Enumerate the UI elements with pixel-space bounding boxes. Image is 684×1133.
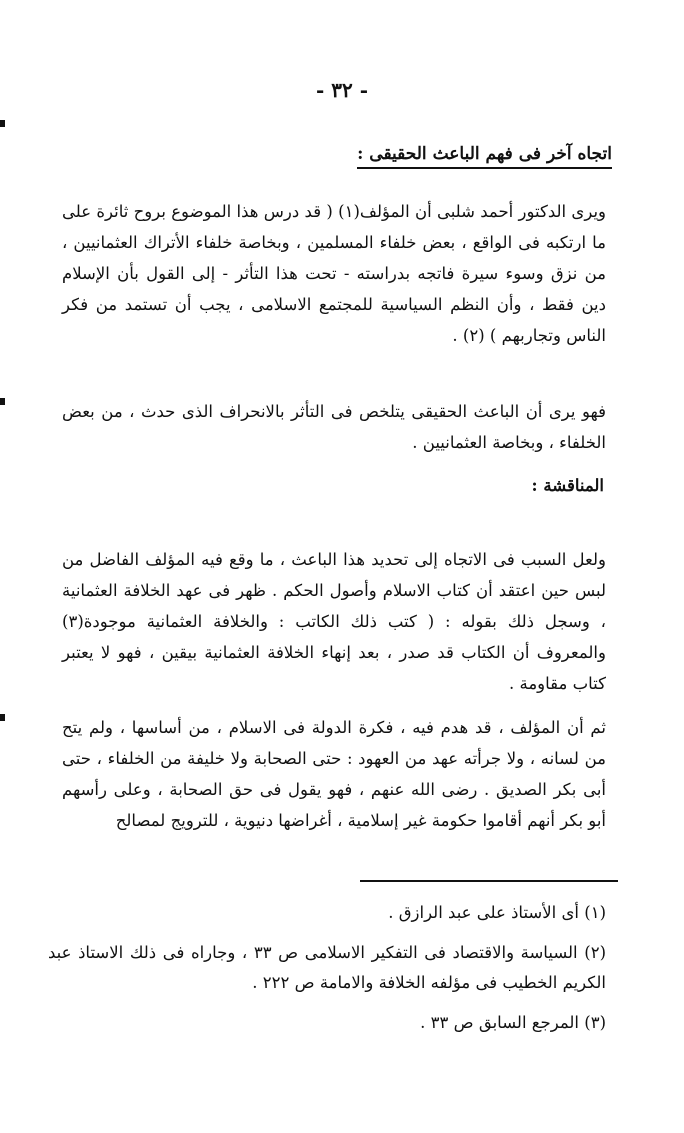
footnote-separator bbox=[360, 880, 618, 882]
scan-edge-mark bbox=[0, 398, 5, 405]
section-heading: اتجاه آخر فى فهم الباعث الحقيقى : bbox=[357, 144, 612, 169]
footnotes bbox=[48, 898, 606, 1048]
footnote-2: (٢) السياسة والاقتصاد فى التفكير الاسلامى ص ٣٣ ، وجاراه فى ذلك الاستاذ عبد الكريم الخطيب فى مؤلفه الخلافة والامامة ص ٢٢٢ . bbox=[48, 943, 606, 992]
paragraph-opinion: ويرى الدكتور أحمد شلبى أن المؤلف(١) ( قد درس هذا الموضوع بروح ثائرة على ما ارتكبه فى الواقع ، بعض خلفاء المسلمين ، وبخاصة خلفاء الأتراك العثمانيين ، من نزق وسوء سيرة فاتجه بدراسته - تحت هذا التأثر - إلى القول بأن الإسلام دين فقط ، وأن النظم السياسية للمجتمع الاسلامى ، يجب أن تستمد من فكر الناس وتجاربهم ) (٢) . bbox=[62, 202, 606, 345]
paragraph-discussion: ولعل السبب فى الاتجاه إلى تحديد هذا الباعث ، ما وقع فيه المؤلف الفاضل من لبس حين اعتقد أن كتاب الاسلام وأصول الحكم . ظهر فى عهد الخلافة العثمانية ، وسجل ذلك بقوله : ( كتب ذلك الكاتب : والخلافة العثمانية موجودة(٣) والمعروف أن الكتاب قد صدر ، بعد إنهاء الخلافة العثمانية بيقين ، فهو لا يعتبر كتاب مقاومة . bbox=[62, 550, 606, 693]
page-number: - ٣٢ - bbox=[315, 78, 368, 102]
discussion-subheading: المناقشة : bbox=[531, 476, 604, 495]
footnote-3: (٣) المرجع السابق ص ٣٣ . bbox=[420, 1013, 606, 1032]
scan-edge-mark bbox=[0, 120, 5, 127]
paragraph-argument: ثم أن المؤلف ، قد هدم فيه ، فكرة الدولة فى الاسلام ، من أساسها ، ولم يتح من لسانه ، ولا جرأته عهد من العهود : حتى الصحابة ولا خليفة من الخلفاء ، حتى أبى بكر الصديق . رضى الله عنهم ، فهو يقول فى حق الصحابة ، وعلى رأسهم أبو بكر أنهم أقاموا حكومة غير إسلامية ، أغراضها دنيوية ، للترويج لمصالح bbox=[62, 718, 606, 830]
footnote-1: (١) أى الأستاذ على عبد الرازق . bbox=[388, 903, 606, 922]
paragraph-summary: فهو يرى أن الباعث الحقيقى يتلخص فى التأثر بالانحراف الذى حدث ، من بعض الخلفاء ، وبخاصة العثمانيين . bbox=[62, 402, 606, 452]
scan-edge-mark bbox=[0, 714, 5, 721]
